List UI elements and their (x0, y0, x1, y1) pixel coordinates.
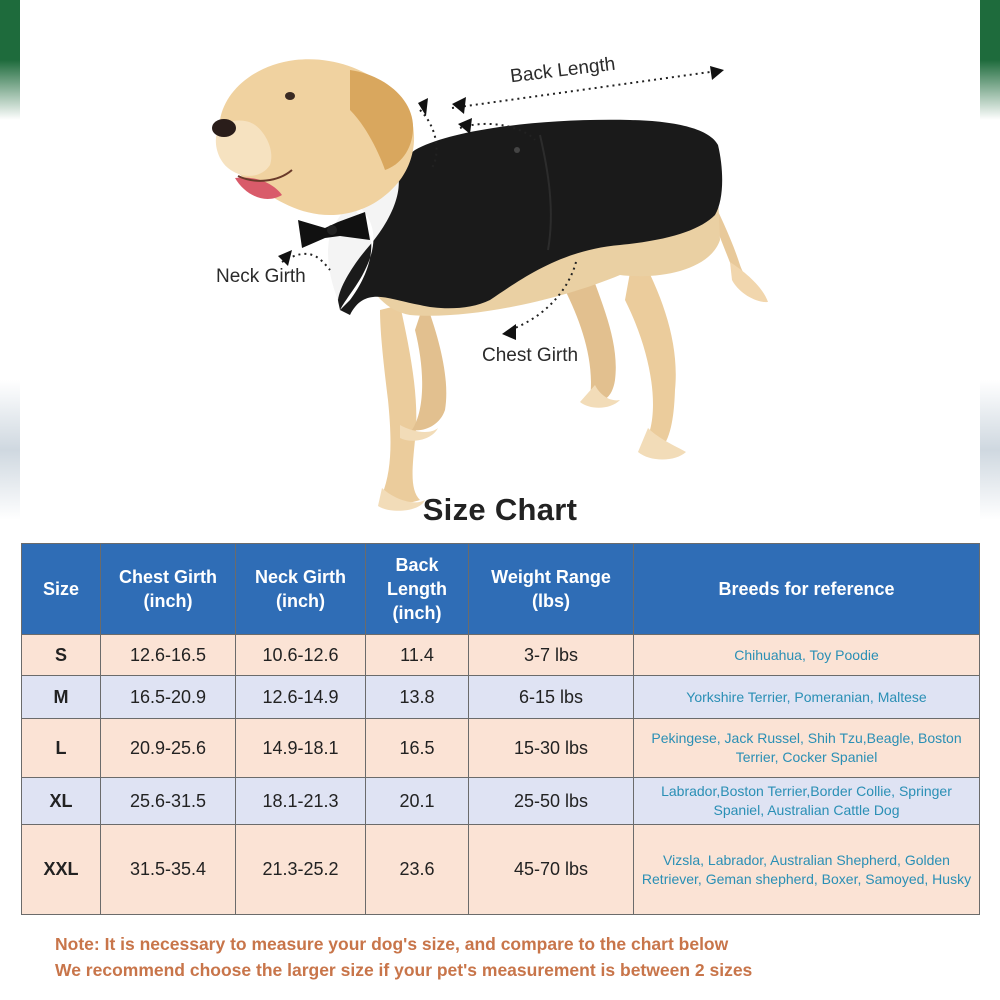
chest-cell: 16.5-20.9 (101, 676, 236, 719)
chest-cell: 12.6-16.5 (101, 635, 236, 676)
table-row (22, 635, 980, 676)
chest-cell: 25.6-31.5 (101, 778, 236, 825)
weight-cell: 45-70 lbs (469, 825, 634, 915)
breeds-cell: Vizsla, Labrador, Australian Shepherd, Golden Retriever, Geman shepherd, Boxer, Samoyed, Husky (634, 825, 980, 915)
chest-cell: 31.5-35.4 (101, 825, 236, 915)
back-length-label: Back Length (509, 53, 617, 88)
size-cell: M (22, 676, 101, 719)
table-row (22, 825, 980, 915)
breeds-cell: Yorkshire Terrier, Pomeranian, Maltese (634, 676, 980, 719)
breeds-cell: Pekingese, Jack Russel, Shih Tzu,Beagle, Boston Terrier, Cocker Spaniel (634, 719, 980, 778)
size-chart-title: Size Chart (422, 492, 578, 527)
chest-girth-label: Chest Girth (482, 345, 579, 366)
neck-cell: 21.3-25.2 (236, 825, 366, 915)
weight-cell: 15-30 lbs (469, 719, 634, 778)
table-header-row (22, 544, 980, 635)
neck-cell: 10.6-12.6 (236, 635, 366, 676)
size-table (21, 543, 980, 915)
neck-girth-label: Neck Girth (216, 266, 306, 287)
back-cell: 11.4 (366, 635, 469, 676)
header-back-length: Back Length (inch) (366, 544, 469, 635)
header-chest-girth: Chest Girth (inch) (101, 544, 236, 635)
header-neck-girth: Neck Girth (inch) (236, 544, 366, 635)
header-size: Size (22, 544, 101, 635)
table-row (22, 676, 980, 719)
back-cell: 16.5 (366, 719, 469, 778)
size-recommendation-note: We recommend choose the larger size if your pet's measurement is between 2 sizes (55, 960, 753, 980)
table-row (22, 778, 980, 825)
neck-cell: 14.9-18.1 (236, 719, 366, 778)
measurement-note: Note: It is necessary to measure your dog's size, and compare to the chart below (55, 934, 729, 954)
header-breeds: Breeds for reference (634, 544, 980, 635)
chest-cell: 20.9-25.6 (101, 719, 236, 778)
back-cell: 23.6 (366, 825, 469, 915)
breeds-cell: Labrador,Boston Terrier,Border Collie, Springer Spaniel, Australian Cattle Dog (634, 778, 980, 825)
size-cell: XL (22, 778, 101, 825)
dog-illustration (20, 0, 980, 540)
header-weight-range: Weight Range (lbs) (469, 544, 634, 635)
table-row (22, 719, 980, 778)
breeds-cell: Chihuahua, Toy Poodie (634, 635, 980, 676)
back-cell: 20.1 (366, 778, 469, 825)
size-cell: S (22, 635, 101, 676)
weight-cell: 3-7 lbs (469, 635, 634, 676)
size-cell: XXL (22, 825, 101, 915)
weight-cell: 6-15 lbs (469, 676, 634, 719)
size-cell: L (22, 719, 101, 778)
back-cell: 13.8 (366, 676, 469, 719)
neck-cell: 12.6-14.9 (236, 676, 366, 719)
weight-cell: 25-50 lbs (469, 778, 634, 825)
neck-cell: 18.1-21.3 (236, 778, 366, 825)
